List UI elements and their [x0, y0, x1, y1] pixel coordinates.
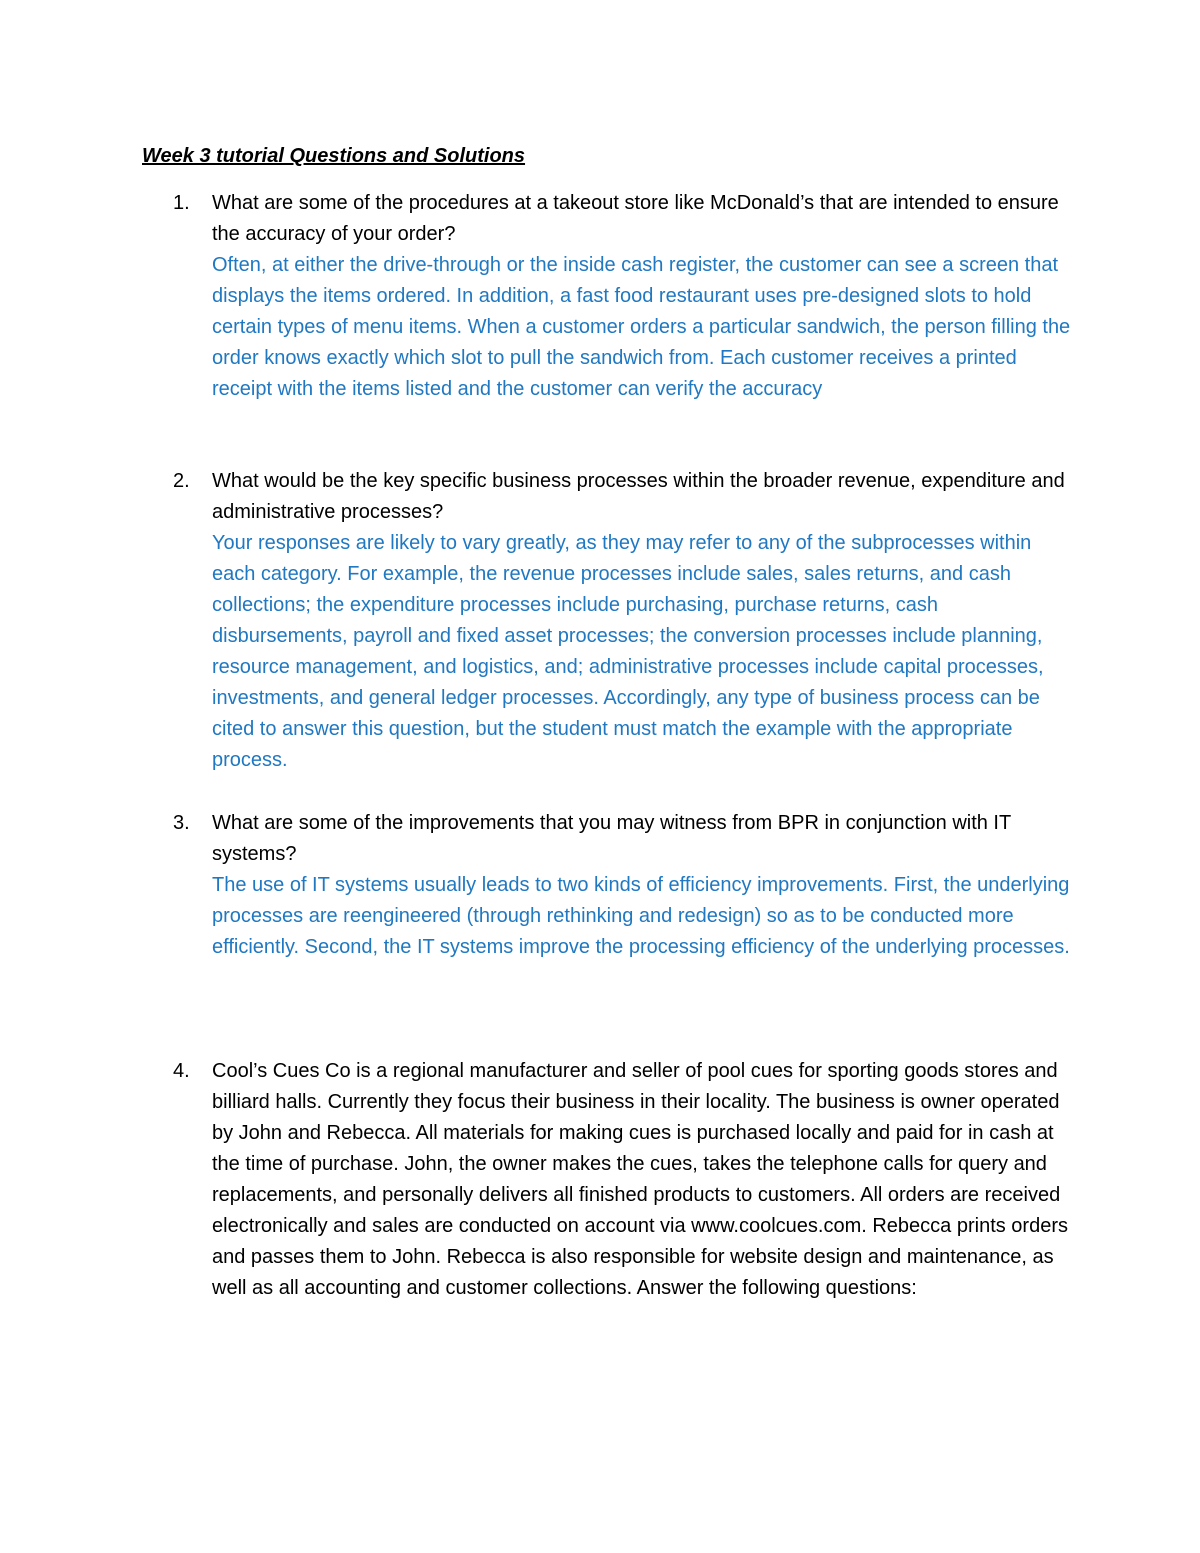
question-text: What are some of the improvements that you may witness from BPR in conjunction with IT systems?: [212, 812, 1011, 865]
question-text: What are some of the procedures at a takeout store like McDonald’s that are intended to ensure the accuracy of your order?: [212, 192, 1059, 245]
question-body: [212, 808, 1072, 963]
answer-text: Often, at either the drive-through or the inside cash register, the customer can see a screen that displays the items ordered. In addition, a fast food restaurant uses pre-designed slots to hold certain types of menu items. When a customer orders a particular sandwich, the person filling the order knows exactly which slot to pull the sandwich from. Each customer receives a printed receipt with the items listed and the customer can verify the accuracy: [212, 254, 1071, 400]
question-number: 1.: [173, 192, 190, 214]
answer-text: The use of IT systems usually leads to two kinds of efficiency improvements. First, the underlying processes are reengineered (through rethinking and redesign) so as to be conducted more efficiently. Second, the IT systems improve the processing efficiency of the underlying processes.: [212, 874, 1070, 958]
question-number: 2.: [173, 470, 190, 492]
question-number: 3.: [173, 812, 190, 834]
question-number: 4.: [173, 1060, 190, 1082]
question-body: [212, 188, 1072, 405]
question-body: [212, 1056, 1072, 1304]
question-text: Cool’s Cues Co is a regional manufacturer and seller of pool cues for sporting goods stores and billiard halls. Currently they focus their business in their locality. The business is owner operated by John and Rebecca. All materials for making cues is purchased locally and paid for in cash at the time of purchase. John, the owner makes the cues, takes the telephone calls for query and replacements, and personally delivers all finished products to customers. All orders are received electronically and sales are conducted on account via www.coolcues.com. Rebecca prints orders and passes them to John. Rebecca is also responsible for website design and maintenance, as well as all accounting and customer collections. Answer the following questions:: [212, 1060, 1068, 1299]
document-title: Week 3 tutorial Questions and Solutions: [142, 145, 526, 167]
answer-text: Your responses are likely to vary greatly, as they may refer to any of the subprocesses within each category. For example, the revenue processes include sales, sales returns, and cash collections; the expenditure processes include purchasing, purchase returns, cash disbursements, payroll and fixed asset processes; the conversion processes include planning, resource management, and logistics, and; administrative processes include capital processes, investments, and general ledger processes. Accordingly, any type of business process can be cited to answer this question, but the student must match the example with the appropriate process.: [212, 532, 1044, 771]
question-text: What would be the key specific business processes within the broader revenue, expenditure and administrative processes?: [212, 470, 1065, 523]
question-body: [212, 466, 1072, 776]
